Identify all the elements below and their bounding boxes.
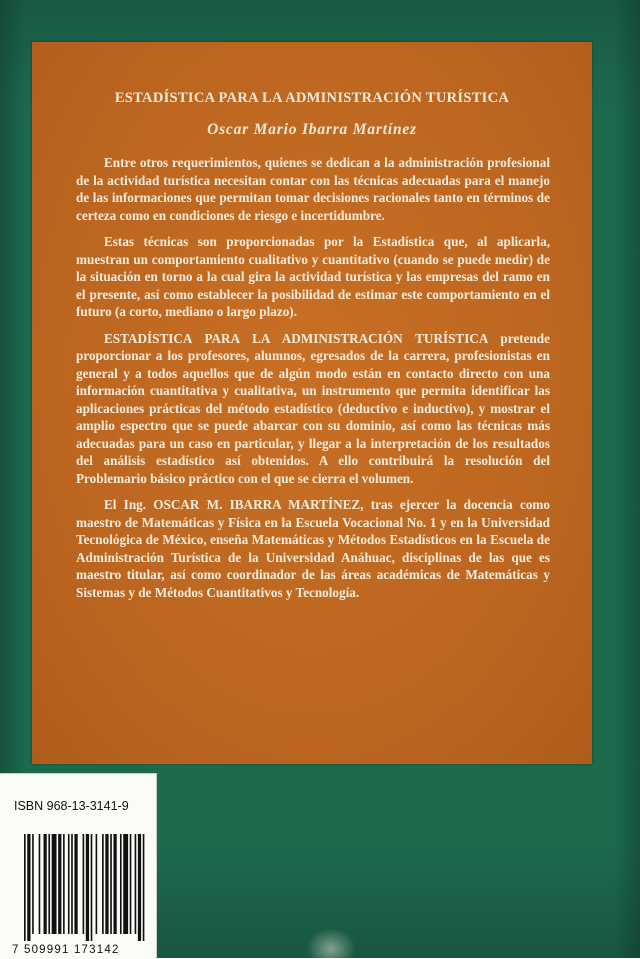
- barcode-bar: [83, 834, 85, 934]
- isbn-number: ISBN 968-13-3141-9: [14, 799, 129, 813]
- barcode-bar: [123, 834, 128, 934]
- barcode-digits: 7 509991 173142: [12, 944, 120, 956]
- barcode-bar: [24, 834, 26, 941]
- description-panel: [32, 42, 592, 764]
- barcode-bar: [27, 834, 30, 941]
- barcode-bar: [68, 834, 70, 934]
- barcode-bar: [71, 834, 73, 934]
- blurb-paragraph: ESTADÍSTICA PARA LA ADMINISTRACIÓN TURÍSTICA pretende proporcionar a los profesores, alumnos, egresados de la carrera, profesionistas en general y a todos aquellos que de algún modo están en contacto directo con una información cuantitativa y cualitativa, un instrumento que permita identificar las aplicaciones prácticas del método estadístico (deductivo e inductivo), y mostrar el amplio espectro que se puede abarcar con su dominio, así como las técnicas más adecuadas para un caso en particular, y llegar a la interpretación de los resultados del análisis estadístico así obtenidos. A ello contribuirá la resolución del Problemario básico práctico con el que se cierra el volumen.: [76, 330, 550, 486]
- barcode-icon: [24, 834, 146, 941]
- barcode-bar: [63, 834, 65, 934]
- book-author: Oscar Mario Ibarra Martínez: [207, 121, 417, 138]
- barcode-bar: [105, 834, 108, 934]
- barcode-bar: [130, 834, 132, 934]
- barcode-bar: [91, 834, 93, 941]
- isbn-sticker: [0, 773, 157, 959]
- cover-wear-mark: [306, 928, 356, 958]
- blurb-paragraph: Estas técnicas son proporcionadas por la Estadística que, al aplicarla, muestran un comportamiento cualitativo y cuantitativo (cuando se puede medir) de la situación en torno a la cual gira la actividad turística y las empresas del ramo en el presente, así como establecer la posibilidad de estimar este comportamiento en el futuro (a corto, mediano o largo plazo).: [76, 234, 550, 319]
- barcode-bar: [113, 834, 116, 934]
- barcode-bar: [96, 834, 98, 934]
- barcode-bar: [110, 834, 112, 934]
- barcode-bar: [143, 834, 145, 941]
- barcode-bar: [102, 834, 104, 934]
- barcode-bar: [39, 834, 41, 934]
- barcode-bar: [120, 834, 122, 934]
- author-bio-paragraph: El Ing. OSCAR M. IBARRA MARTÍNEZ, tras ejercer la docencia como maestro de Matemáticas y Física en la Escuela Vocacional No. 1 y en la Universidad Tecnológica de México, enseña Matemáticas y Métodos Estadísticos en la Escuela de Administración Turística de la Universidad Anáhuac, disciplinas de las que es maestro titular, así como coordinador de las áreas académicas de Matemáticas y Sistemas y de Métodos Cuantitativos y Tecnología.: [76, 497, 550, 600]
- barcode-bar: [48, 834, 50, 934]
- barcode-bar: [138, 834, 141, 941]
- blurb-paragraph: Entre otros requerimientos, quienes se dedican a la administración profesional de la actividad turística necesitan contar con las técnicas adecuadas para el manejo de las informaciones que permitan tomar decisiones racionales tanto en términos de certeza como en condiciones de riesgo e incertidumbre.: [76, 155, 550, 223]
- barcode-bar: [52, 834, 57, 934]
- barcode-bar: [58, 834, 61, 934]
- barcode-bar: [74, 834, 77, 934]
- barcode-bar: [86, 834, 89, 941]
- barcode-bar: [44, 834, 47, 934]
- barcode-bar: [135, 834, 137, 934]
- blurb: [76, 154, 550, 610]
- book-title: ESTADÍSTICA PARA LA ADMINISTRACIÓN TURÍSTICA: [114, 90, 510, 106]
- barcode-bar: [32, 834, 34, 934]
